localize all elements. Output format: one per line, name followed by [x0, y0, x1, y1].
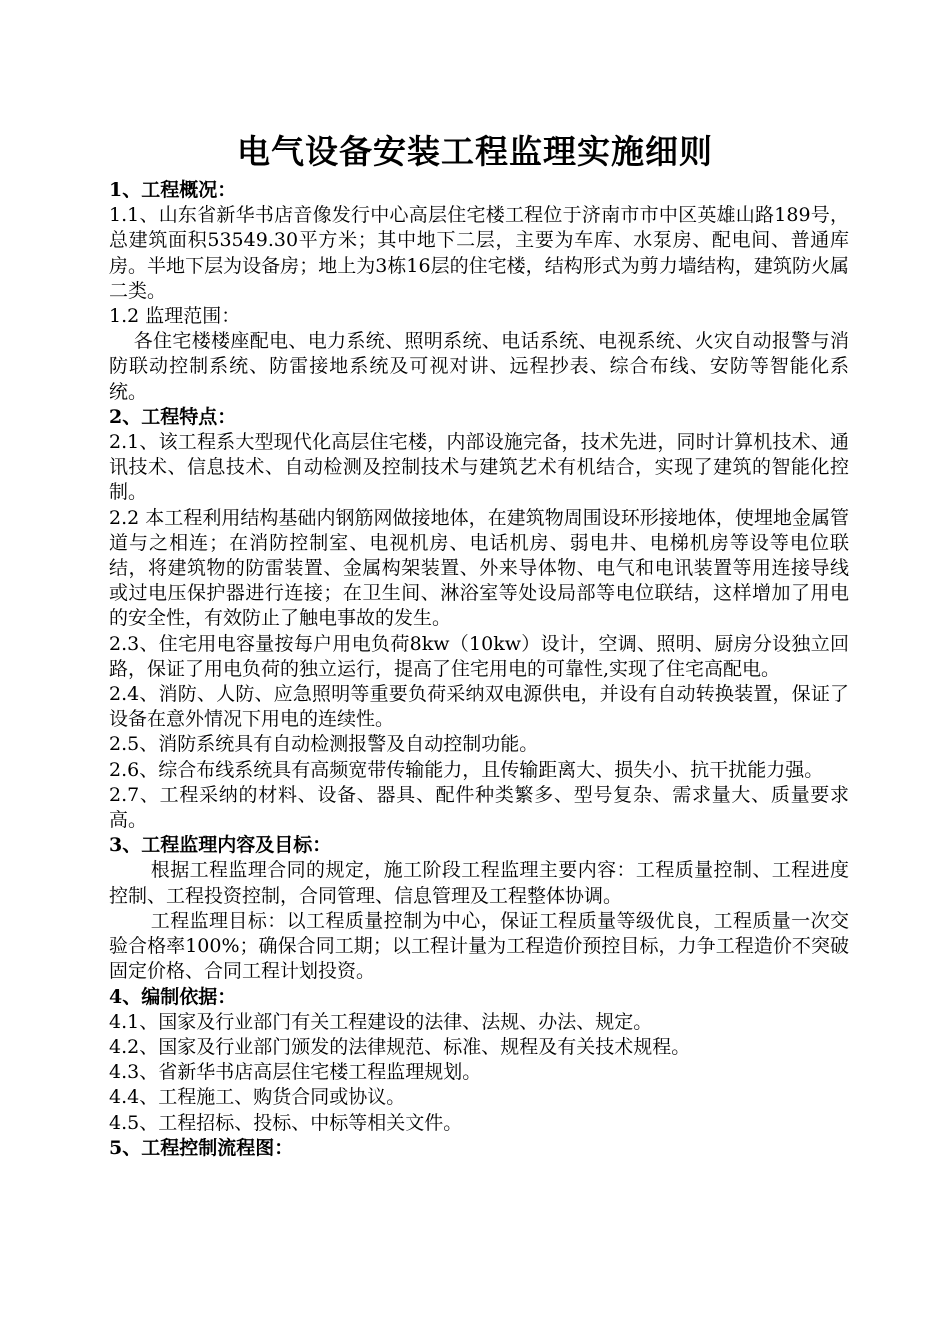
paragraph-2-6: 2.6、综合布线系统具有高频宽带传输能力，且传输距离大、损失小、抗干扰能力强。 — [109, 758, 824, 781]
document-title: 电气设备安装工程监理实施细则 — [237, 132, 713, 171]
paragraph-1-2: 1.2 监理范围： — [109, 305, 241, 328]
paragraph-4-3: 4.3、省新华书店高层住宅楼工程监理规划。 — [109, 1061, 482, 1084]
paragraph-2-7: 2.7、工程采纳的材料、设备、器具、配件种类繁多、型号复杂、需求量大、质量要求高。 — [109, 783, 849, 832]
document-body — [109, 178, 849, 1161]
paragraph-2-3: 2.3、住宅用电容量按每户用电负荷8kw（10kw）设计，空调、照明、厨房分设独立回路，保证了用电负荷的独立运行，提高了住宅用电的可靠性,实现了住宅高配电。 — [109, 632, 849, 680]
paragraph-3-2: 工程监理目标：以工程质量控制为中心，保证工程质量等级优良，工程质量一次交验合格率100%；确保合同工期；以工程计量为工程造价预控目标，力争工程造价不突破固定价格、合同工程计划投资。 — [109, 909, 849, 983]
paragraph-4-2: 4.2、国家及行业部门颁发的法律规范、标准、规程及有关技术规程。 — [109, 1035, 691, 1058]
paragraph-2-2: 2.2 本工程利用结构基础内钢筋网做接地体，在建筑物周围设环形接地体，使埋地金属管道与之相连；在消防控制室、电视机房、电话机房、弱电井、电梯机房等设等电位联结，将建筑物的防雷装置、金属构架装置、外来导体物、电气和电讯装置等用连接导线或过电压保护器进行连接；在卫生间、淋浴室等处设局部等电位联结，这样增加了用电的安全性，有效防止了触电事故的发生。 — [109, 506, 849, 630]
paragraph-2-4: 2.4、消防、人防、应急照明等重要负荷采纳双电源供电，并设有自动转换装置，保证了设备在意外情况下用电的连续性。 — [109, 683, 849, 731]
paragraph-2-1: 2.1、该工程系大型现代化高层住宅楼，内部设施完备，技术先进，同时计算机技术、通讯技术、信息技术、自动检测及控制技术与建筑艺术有机结合，实现了建筑的智能化控制。 — [109, 431, 849, 504]
paragraph-3-1: 根据工程监理合同的规定，施工阶段工程监理主要内容：工程质量控制、工程进度控制、工程投资控制，合同管理、信息管理及工程整体协调。 — [109, 859, 849, 907]
section-heading-4: 4、编制依据： — [109, 985, 237, 1008]
paragraph-1-1: 1.1、山东省新华书店音像发行中心高层住宅楼工程位于济南市市中区英雄山路189号，总建筑面积53549.30平方米；其中地下二层，主要为车库、水泵房、配电间、普通库房。半地下层为设备房；地上为3栋16层的住宅楼，结构形式为剪力墙结构，建筑防火属二类。 — [109, 204, 849, 302]
section-heading-3: 3、工程监理内容及目标： — [109, 834, 332, 857]
paragraph-4-4: 4.4、工程施工、购货合同或协议。 — [109, 1086, 406, 1109]
paragraph-2-5: 2.5、消防系统具有自动检测报警及自动控制功能。 — [109, 733, 539, 756]
section-heading-2: 2、工程特点： — [109, 405, 237, 428]
section-heading-1: 1、工程概况： — [109, 179, 237, 201]
section-heading-5: 5、工程控制流程图： — [109, 1136, 294, 1159]
paragraph-4-5: 4.5、工程招标、投标、中标等相关文件。 — [109, 1111, 463, 1134]
paragraph-1-3: 各住宅楼楼座配电、电力系统、照明系统、电话系统、电视系统、火灾自动报警与消防联动控制系统、防雷接地系统及可视对讲、远程抄表、综合布线、安防等智能化系统。 — [109, 330, 849, 403]
paragraph-4-1: 4.1、国家及行业部门有关工程建设的法律、法规、办法、规定。 — [109, 1010, 653, 1033]
